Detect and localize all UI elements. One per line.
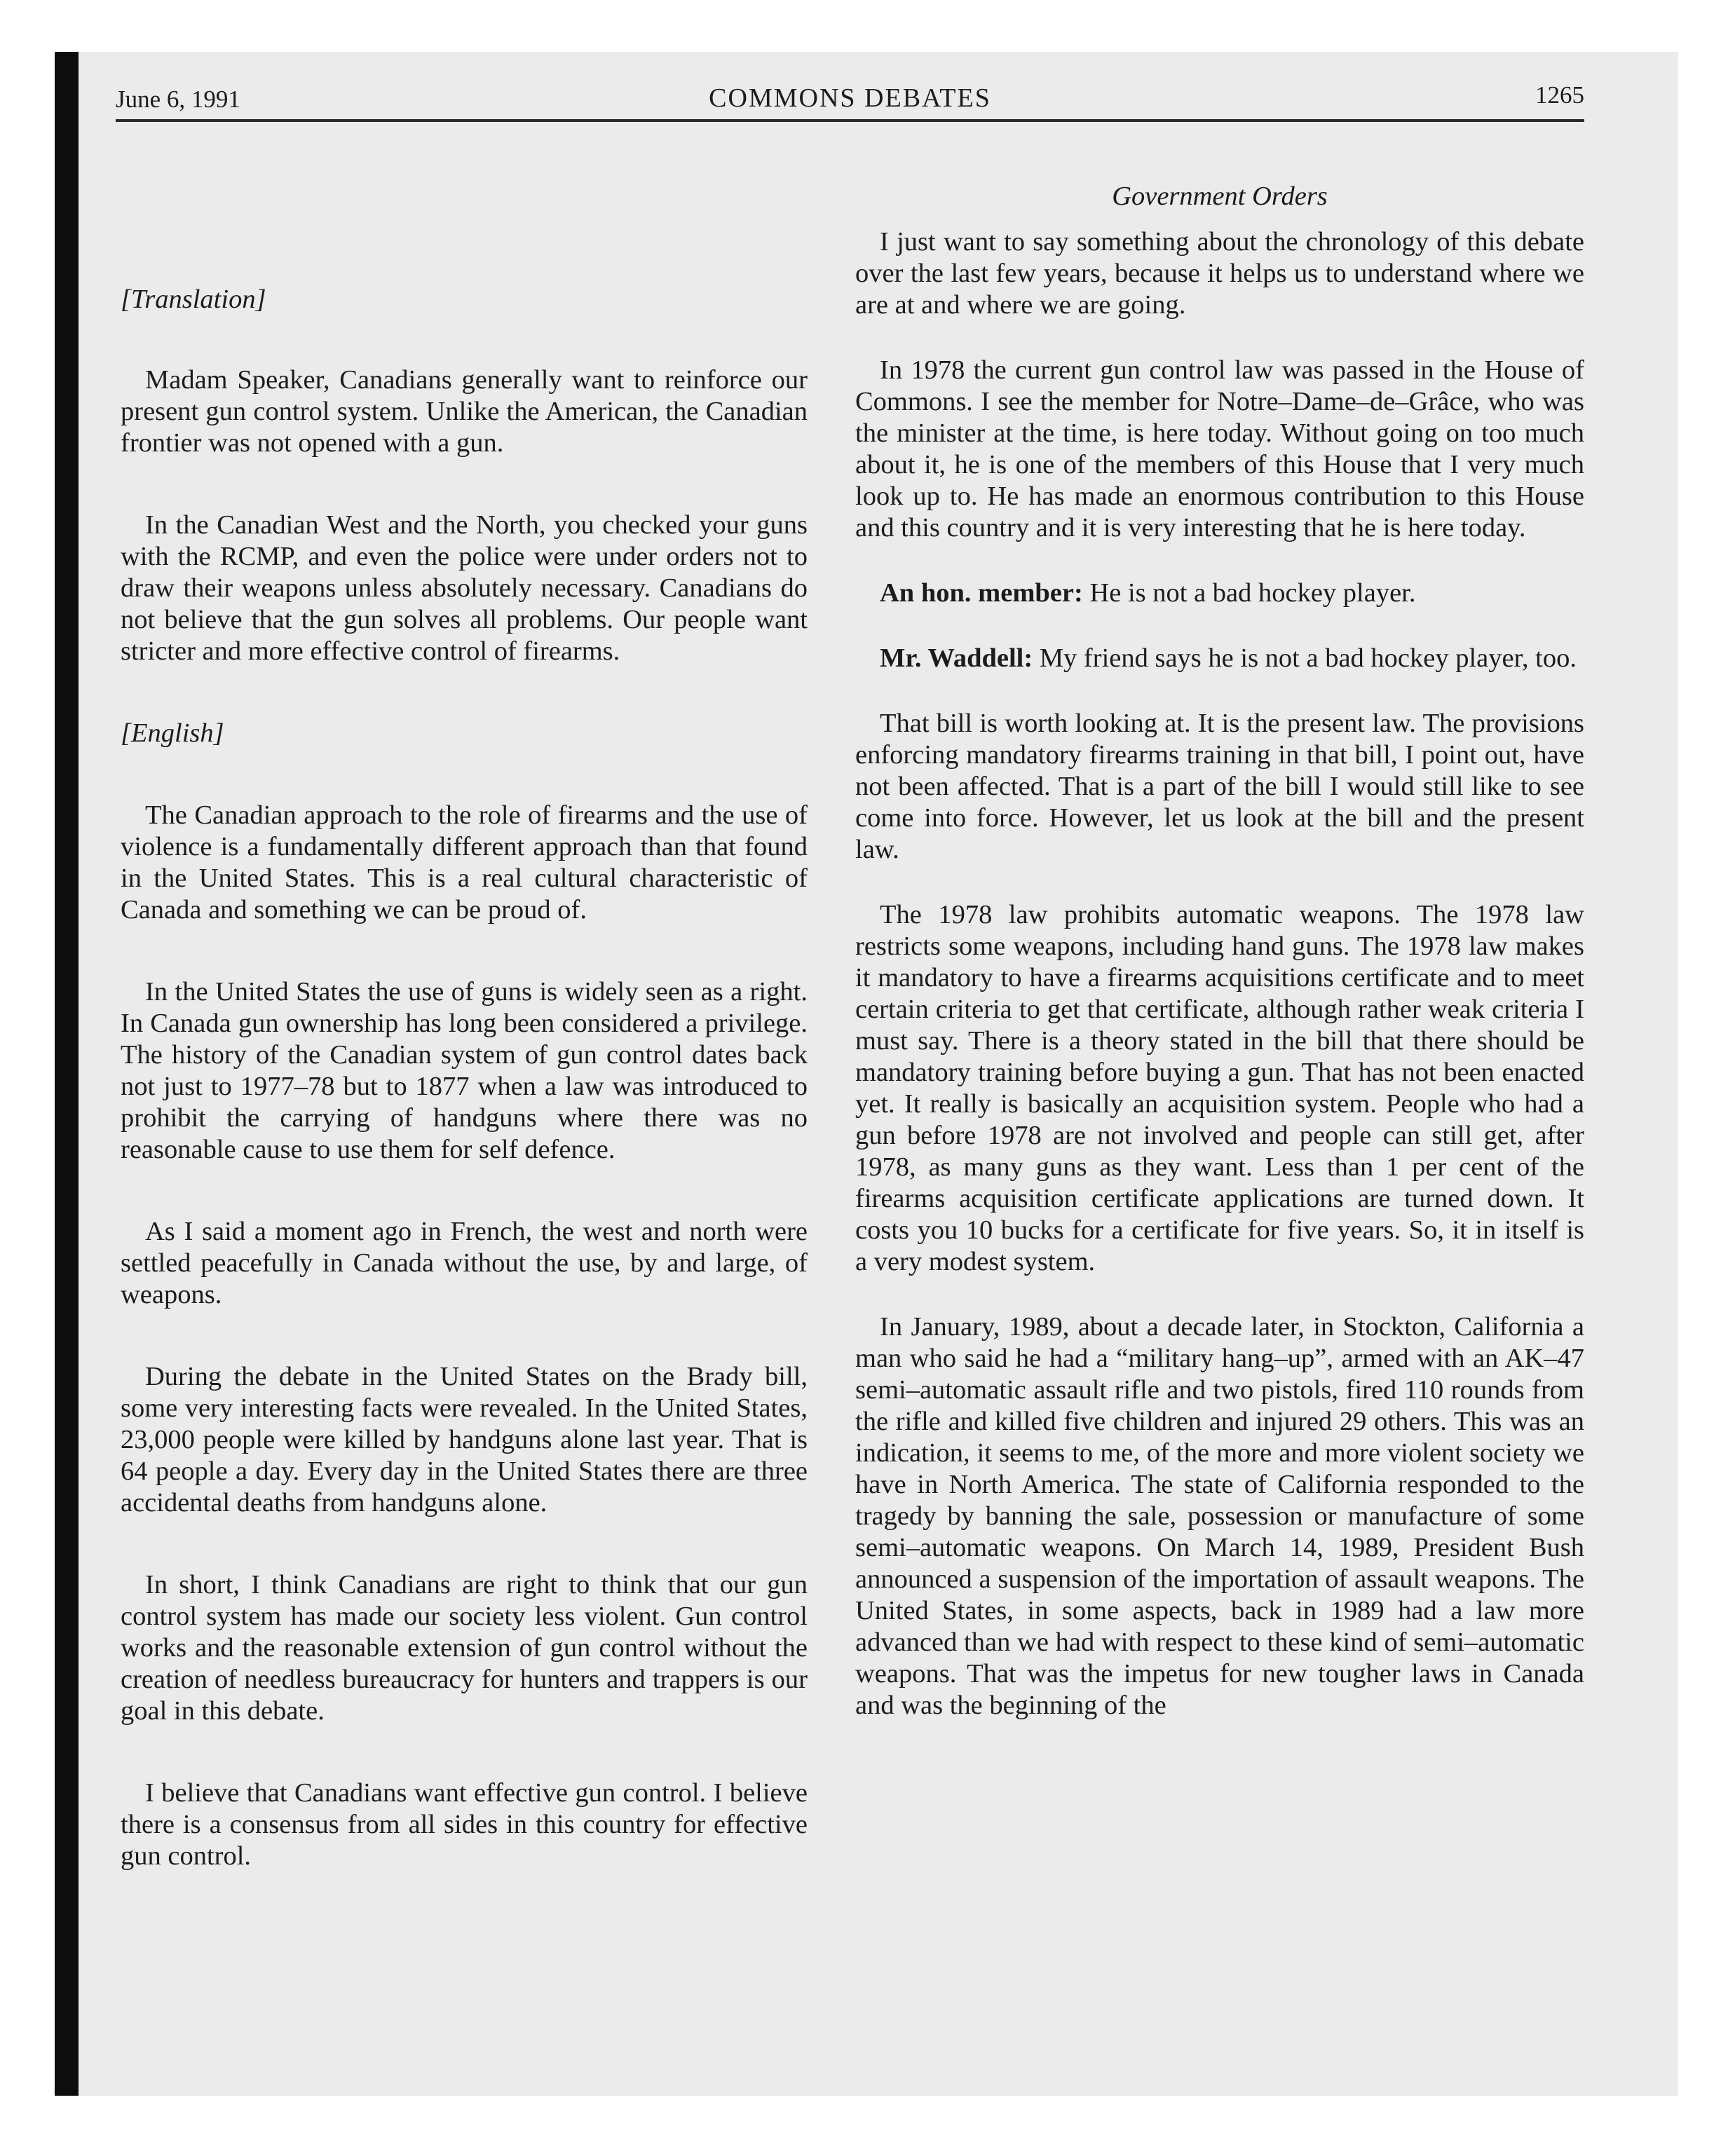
translation-label: [Translation]: [121, 285, 266, 314]
header-page-number: 1265: [1535, 81, 1584, 109]
english-label: [English]: [121, 718, 224, 748]
paragraph: The 1978 law prohibits automatic weapons. The 1978 law restricts some weapons, including hand guns. The 1978 law makes it mandatory to have a firearms acquisitions certificate and to meet certain criteria to get that certificate, although rather weak criteria I must say. There is a theory stated in the bill that there should be mandatory training before buying a gun. That has not been enacted yet. It really is basically an acquisition system. People who had a gun before 1978 are not involved and people can still get, after 1978, as many guns as they want. Less than 1 per cent of the firearms acquisition certificate applications are turned down. It costs you 10 bucks for a certificate for five years. So, it in itself is a very modest system.: [855, 900, 1584, 1276]
paragraph: The Canadian approach to the role of firearms and the use of violence is a fundamentally different approach than that found in the United States. This is a real cultural characteristic of Canada and something we can be proud of.: [121, 800, 808, 925]
left-column: [121, 210, 808, 1872]
speaker-name: Mr. Waddell:: [880, 643, 1033, 673]
paragraph: I just want to say something about the chronology of this debate over the last few years, because it helps us to understand where we are at and where we are going.: [855, 227, 1584, 320]
paragraph: That bill is worth looking at. It is the present law. The provisions enforcing mandatory firearms training in that bill, I point out, have not been affected. That is a part of the bill I would still like to see come into force. However, let us look at the bill and the present law.: [855, 709, 1584, 864]
section-heading: Government Orders: [1112, 182, 1328, 211]
speech-an-hon-member: [855, 578, 1584, 609]
page-header: [116, 81, 1584, 122]
paragraph: In 1978 the current gun control law was passed in the House of Commons. I see the member for Notre–Dame–de–Grâce, who was the minister at the time, is here today. Without going on too much about it, he is one of the members of this House that I very much look up to. He has made an enormous contribution to this House and this country and it is very interesting that he is here today.: [855, 355, 1584, 543]
header-date: June 6, 1991: [116, 86, 240, 113]
paragraph: Madam Speaker, Canadians generally want to reinforce our present gun control system. Unlike the American, the Canadian frontier was not opened with a gun.: [121, 365, 808, 458]
speech-mr-waddell: [855, 643, 1584, 674]
paragraph: During the debate in the United States on the Brady bill, some very interesting facts were revealed. In the United States, 23,000 people were killed by handguns alone last year. That is 64 people a day. Every day in the United States there are three accidental deaths from handguns alone.: [121, 1362, 808, 1517]
paragraph: In the Canadian West and the North, you checked your guns with the RCMP, and even the police were under orders not to draw their weapons unless absolutely necessary. Canadians do not believe that the gun solves all problems. Our people want stricter and more effective control of firearms.: [121, 510, 808, 666]
paragraph: In short, I think Canadians are right to think that our gun control system has made our society less violent. Gun control works and the reasonable extension of gun control without the creation of needless bureaucracy for hunters and trappers is our goal in this debate.: [121, 1570, 808, 1726]
header-title: COMMONS DEBATES: [709, 83, 991, 113]
speech-text: My friend says he is not a bad hockey player, too.: [1033, 643, 1577, 673]
paragraph: In the United States the use of guns is widely seen as a right. In Canada gun ownership has long been considered a privilege. The history of the Canadian system of gun control dates back not just to 1977–78 but to 1877 when a law was introduced to prohibit the carrying of handguns where there was no reasonable cause to use them for self defence.: [121, 977, 808, 1164]
paragraph: I believe that Canadians want effective gun control. I believe there is a consensus from all sides in this country for effective gun control.: [121, 1778, 808, 1871]
paragraph: In January, 1989, about a decade later, in Stockton, California a man who said he had a “military hang–up”, armed with an AK–47 semi–automatic assault rifle and two pistols, fired 110 rounds from the rifle and killed five children and injured 29 others. This was an indication, it seems to me, of the more and more violent society we have in North America. The state of California responded to the tragedy by banning the sale, possession or manufacture of some semi–automatic weapons. On March 14, 1989, President Bush announced a suspension of the importation of assault weapons. The United States, in some aspects, back in 1989 had a law more advanced than we had with respect to these kind of semi–automatic weapons. That was the impetus for new tougher laws in Canada and was the beginning of the: [855, 1312, 1584, 1720]
speech-text: He is not a bad hockey player.: [1082, 578, 1416, 608]
scan-edge-bar: [55, 52, 79, 2096]
speaker-name: An hon. member:: [880, 578, 1083, 608]
paragraph: As I said a moment ago in French, the west and north were settled peacefully in Canada without the use, by and large, of weapons.: [121, 1217, 808, 1309]
right-column: [855, 181, 1584, 1721]
